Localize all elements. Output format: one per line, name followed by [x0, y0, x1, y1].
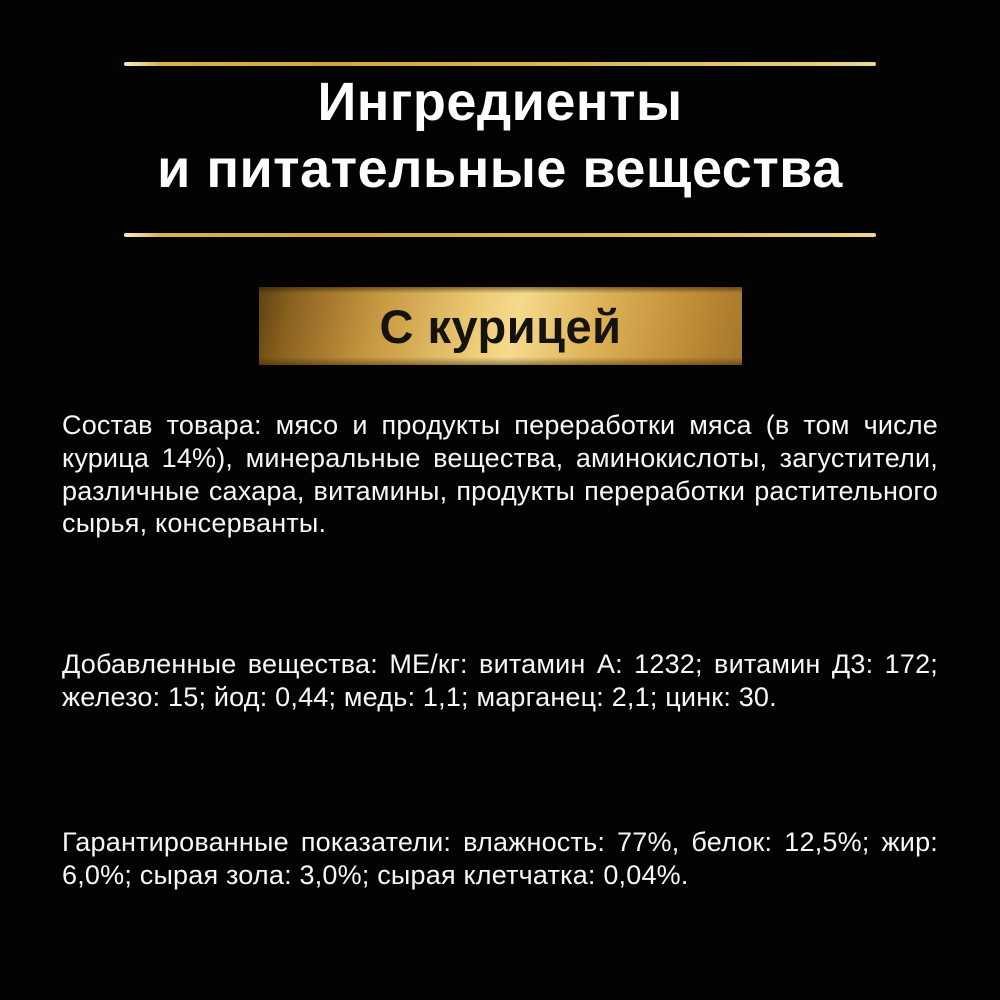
- page-title-line-1: Ингредиенты: [317, 72, 683, 132]
- additives-text: Добавленные вещества: МЕ/кг: витамин А: 1232; витамин Д3: 172; железо: 15; йод: 0,44; медь: 1,1; марганец: 2,1; цинк: 30.: [62, 649, 938, 712]
- gold-divider-top: [124, 62, 876, 66]
- gold-divider-bottom: [124, 233, 876, 237]
- page-title: [0, 69, 1000, 203]
- guaranteed-text: Гарантированные показатели: влажность: 77%, белок: 12,5%; жир: 6,0%; сырая зола: 3,0%; сырая клетчатка: 0,04%.: [62, 827, 938, 890]
- composition-text: Состав товара: мясо и продукты переработки мяса (в том числе курица 14%), минеральные вещества, аминокислоты, загустители, различные сахара, витамины, продукты переработки растительного сырья, консерванты.: [62, 410, 938, 539]
- flavor-banner-label: С курицей: [379, 299, 622, 353]
- flavor-banner: [259, 287, 742, 365]
- page-title-line-2: и питательные вещества: [157, 139, 843, 199]
